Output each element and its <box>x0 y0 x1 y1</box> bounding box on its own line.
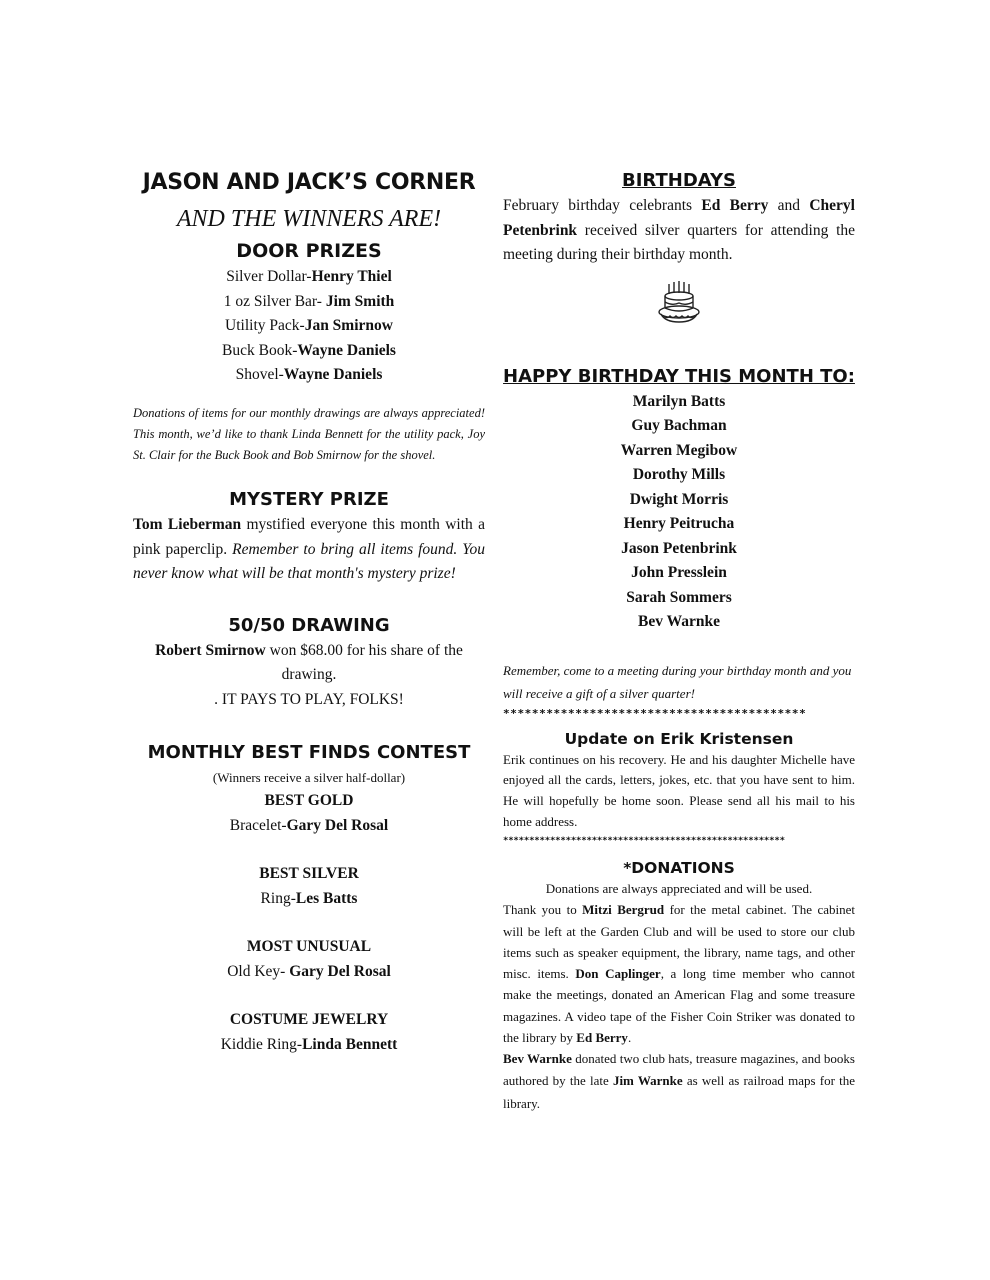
right-column <box>503 168 855 1115</box>
category-name: MOST UNUSUAL <box>246 938 372 956</box>
fifty-fifty-heading: 50/50 DRAWING <box>228 614 390 636</box>
category-winner: Bracelet-Gary Del Rosal <box>229 816 389 834</box>
category-winner: Old Key- Gary Del Rosal <box>227 962 391 980</box>
birthday-name: John Presslein <box>631 564 727 581</box>
birthday-name-list <box>503 390 855 635</box>
birthday-name: Jason Petenbrink <box>621 539 737 557</box>
door-prizes-section <box>133 238 485 465</box>
birthday-cake-icon <box>503 278 855 328</box>
birthday-name: Dorothy Mills <box>632 466 726 483</box>
category-most-unusual <box>133 935 485 984</box>
category-best-silver <box>133 862 485 911</box>
left-column <box>133 168 485 1058</box>
column-subtitle: AND THE WINNERS ARE! <box>176 206 442 232</box>
update-heading: Update on Erik Kristensen <box>564 729 794 748</box>
birthdays-section <box>503 168 855 268</box>
donations-paragraph-2: Bev Warnke donated two club hats, treasure magazines, and books authored by the late Jim Warnke as well as railroad maps for the library. <box>503 1050 855 1111</box>
birthday-name: Warren Megibow <box>620 441 738 459</box>
birthday-reminder: Remember, come to a meeting during your birthday month and you will receive a gift of a silver quarter! <box>503 662 852 701</box>
donations-heading: *DONATIONS <box>623 858 735 877</box>
fifty-fifty-text: Robert Smirnow won $68.00 for his share of the drawing. <box>155 641 463 684</box>
door-prizes-heading: DOOR PRIZES <box>236 240 382 262</box>
category-best-gold <box>133 789 485 838</box>
birthday-name: Marilyn Batts <box>632 392 726 410</box>
happy-birthday-heading: HAPPY BIRTHDAY THIS MONTH TO: <box>503 365 855 387</box>
mystery-prize-heading: MYSTERY PRIZE <box>229 489 389 511</box>
mystery-prize-section <box>133 487 485 587</box>
cake-drawing <box>655 278 703 326</box>
category-name: COSTUME JEWELRY <box>229 1011 389 1029</box>
birthdays-heading: BIRTHDAYS <box>622 170 736 191</box>
category-winner: Kiddie Ring-Linda Bennett <box>220 1035 398 1053</box>
category-name: BEST GOLD <box>264 792 354 810</box>
fifty-fifty-tagline: . IT PAYS TO PLAY, FOLKS! <box>214 690 404 708</box>
donations-thanks-note: Donations of items for our monthly drawings are always appreciated! This month, we’d like to thank Linda Bennett for the utility pack, Joy St. Clair for the Buck Book and Bob Smirnow for the shovel. <box>133 405 485 462</box>
best-finds-heading: MONTHLY BEST FINDS CONTEST <box>147 742 471 764</box>
door-prize-item: Silver Dollar-Henry Thiel <box>226 268 392 285</box>
column-title: JASON AND JACK’S CORNER <box>142 170 476 195</box>
birthday-name: Sarah Sommers <box>626 588 732 606</box>
birthdays-text: February birthday celebrants Ed Berry and Cheryl Petenbrink received silver quarters for attending the meeting during their birthday month. <box>503 197 855 263</box>
birthday-name: Henry Peitrucha <box>623 515 735 532</box>
mystery-prize-text: Tom Lieberman mystified everyone this month with a pink paperclip. Remember to bring all items found. You never know what will be that month's mystery prize! <box>133 516 486 583</box>
update-text: Erik continues on his recovery. He and his daughter Michelle have enjoyed all the cards, letters, jokes, etc. that you have sent to him. He will hopefully be home soon. Please send all his mail to his home address. <box>503 751 855 829</box>
update-section <box>503 728 855 833</box>
birthday-name: Dwight Morris <box>629 490 729 508</box>
donations-section <box>503 857 855 1116</box>
donations-paragraph-1: Thank you to Mitzi Bergrud for the metal cabinet. The cabinet will be left at the Garden Club and will be used to store our club items such as speaker equipment, the library, name tags, and other misc. items. Don Caplinger, a long time member who cannot make the meetings, donated an American Flag and some treasure magazines. A video tape of the Fisher Coin Striker was donated to the library by Ed Berry. <box>503 902 856 1045</box>
birthday-name: Bev Warnke <box>638 613 720 630</box>
star-divider: ****************************************************** <box>503 835 785 846</box>
fifty-fifty-section <box>133 613 485 713</box>
category-costume-jewelry <box>133 1008 485 1057</box>
door-prize-list <box>133 265 485 388</box>
category-name: BEST SILVER <box>259 865 359 883</box>
happy-birthday-section <box>503 364 855 635</box>
door-prize-item: Buck Book-Wayne Daniels <box>222 341 396 359</box>
door-prize-item: 1 oz Silver Bar- Jim Smith <box>223 292 395 310</box>
door-prize-item: Shovel-Wayne Daniels <box>235 366 383 384</box>
door-prize-item: Utility Pack-Jan Smirnow <box>225 317 393 335</box>
best-finds-section <box>133 740 485 1057</box>
category-winner: Ring-Les Batts <box>260 889 358 907</box>
star-divider: ****************************************** <box>503 706 807 720</box>
best-finds-subtitle: (Winners receive a silver half-dollar) <box>212 770 406 786</box>
donations-intro: Donations are always appreciated and will be used. <box>545 880 813 896</box>
birthday-name: Guy Bachman <box>631 417 727 434</box>
